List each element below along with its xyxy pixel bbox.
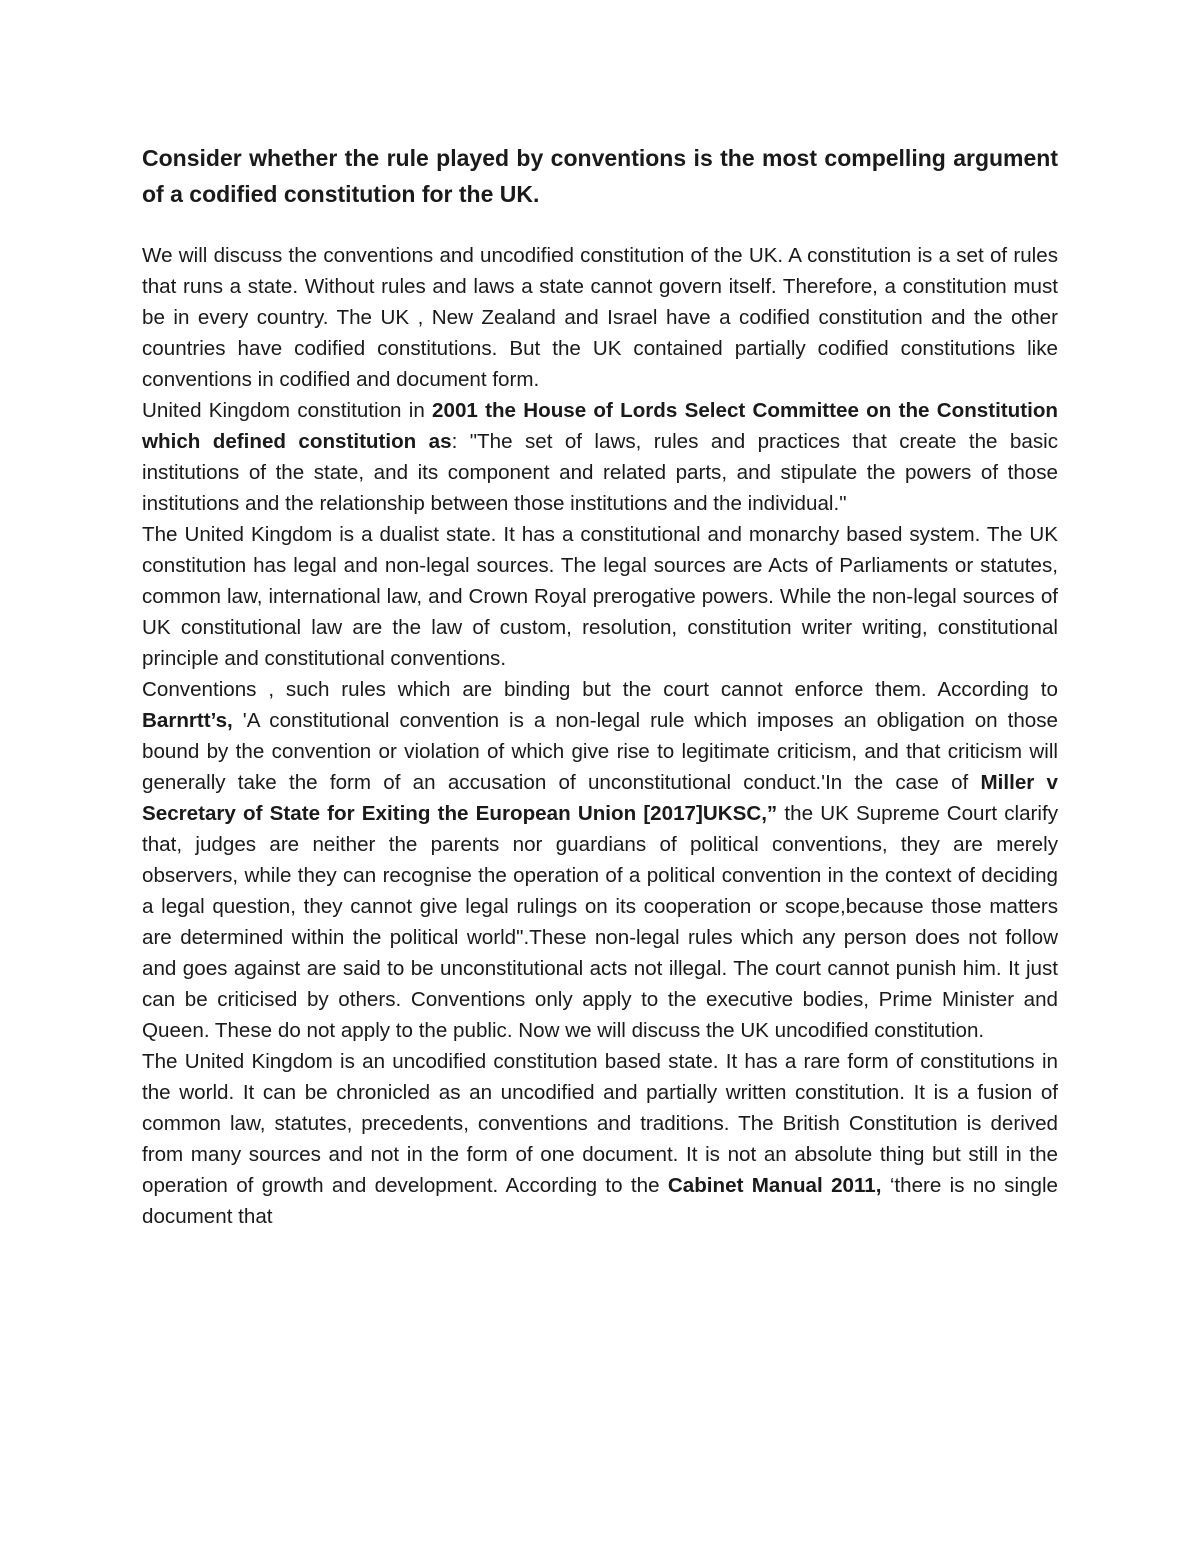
paragraph-sources: [142, 519, 1058, 674]
paragraph-intro: [142, 240, 1058, 395]
document-title: Consider whether the rule played by conventions is the most compelling argument of a codified constitution for the UK.: [142, 145, 1058, 207]
paragraph-sources-text: The United Kingdom is a dualist state. It has a constitutional and monarchy based system. The UK constitution has legal and non-legal sources. The legal sources are Acts of Parliaments or statutes, common law, international law, and Crown Royal prerogative powers. While the non-legal sources of UK constitutional law are the law of custom, resolution, constitution writer writing, constitutional principle and constitutional conventions.: [142, 523, 1058, 670]
paragraph-conventions-lead: Conventions , such rules which are binding but the court cannot enforce them. According to: [142, 678, 1058, 701]
paragraph-uncodified-lead: The United Kingdom is an uncodified constitution based state. It has a rare form of constitutions in the world. It can be chronicled as an uncodified and partially written constitution. It is a fusion of common law, statutes, precedents, conventions and traditions. The British Constitution is derived from many sources and not in the form of one document. It is not an absolute thing but still in the operation of growth and development. According to the: [142, 1050, 1058, 1197]
paragraph-conventions-case: Miller v Secretary of State for Exiting the European Union [2017]UKSC,”: [142, 771, 1058, 825]
paragraph-uncodified-tail: ‘there is no single document that: [142, 1174, 1058, 1228]
paragraph-uncodified: [142, 1046, 1058, 1232]
paragraph-definition-bold: 2001 the House of Lords Select Committee on the Constitution which defined constitution as: [142, 399, 1058, 453]
document-page: [142, 140, 1058, 1232]
paragraph-definition-quote: : "The set of laws, rules and practices that create the basic institutions of the state, and its component and related parts, and stipulate the powers of those institutions and the relationship between those institutions and the individual.": [142, 430, 1058, 515]
paragraph-intro-text: We will discuss the conventions and uncodified constitution of the UK. A constitution is a set of rules that runs a state. Without rules and laws a state cannot govern itself. Therefore, a constitution must be in every country. The UK , New Zealand and Israel have a codified constitution and the other countries have codified constitutions. But the UK contained partially codified constitutions like conventions in codified and document form.: [142, 244, 1058, 391]
paragraph-conventions: [142, 674, 1058, 1046]
paragraph-conventions-author: Barnrtt’s,: [142, 709, 233, 732]
paragraph-conventions-rest: the UK Supreme Court clarify that, judges are neither the parents nor guardians of political conventions, they are merely observers, while they can recognise the operation of a political convention in the context of deciding a legal question, they cannot give legal rulings on its cooperation or scope,because those matters are determined within the political world".These non-legal rules which any person does not follow and goes against are said to be unconstitutional acts not illegal. The court cannot punish him. It just can be criticised by others. Conventions only apply to the executive bodies, Prime Minister and Queen. These do not apply to the public. Now we will discuss the UK uncodified constitution.: [142, 802, 1059, 1042]
paragraph-uncodified-source: Cabinet Manual 2011,: [667, 1174, 882, 1197]
paragraph-definition-lead: United Kingdom constitution in: [142, 399, 433, 422]
paragraph-definition: [142, 395, 1058, 519]
paragraph-conventions-quote: 'A constitutional convention is a non-legal rule which imposes an obligation on those bound by the convention or violation of which give rise to legitimate criticism, and that criticism will generally take the form of an accusation of unconstitutional conduct.'In the case of: [142, 709, 1058, 794]
